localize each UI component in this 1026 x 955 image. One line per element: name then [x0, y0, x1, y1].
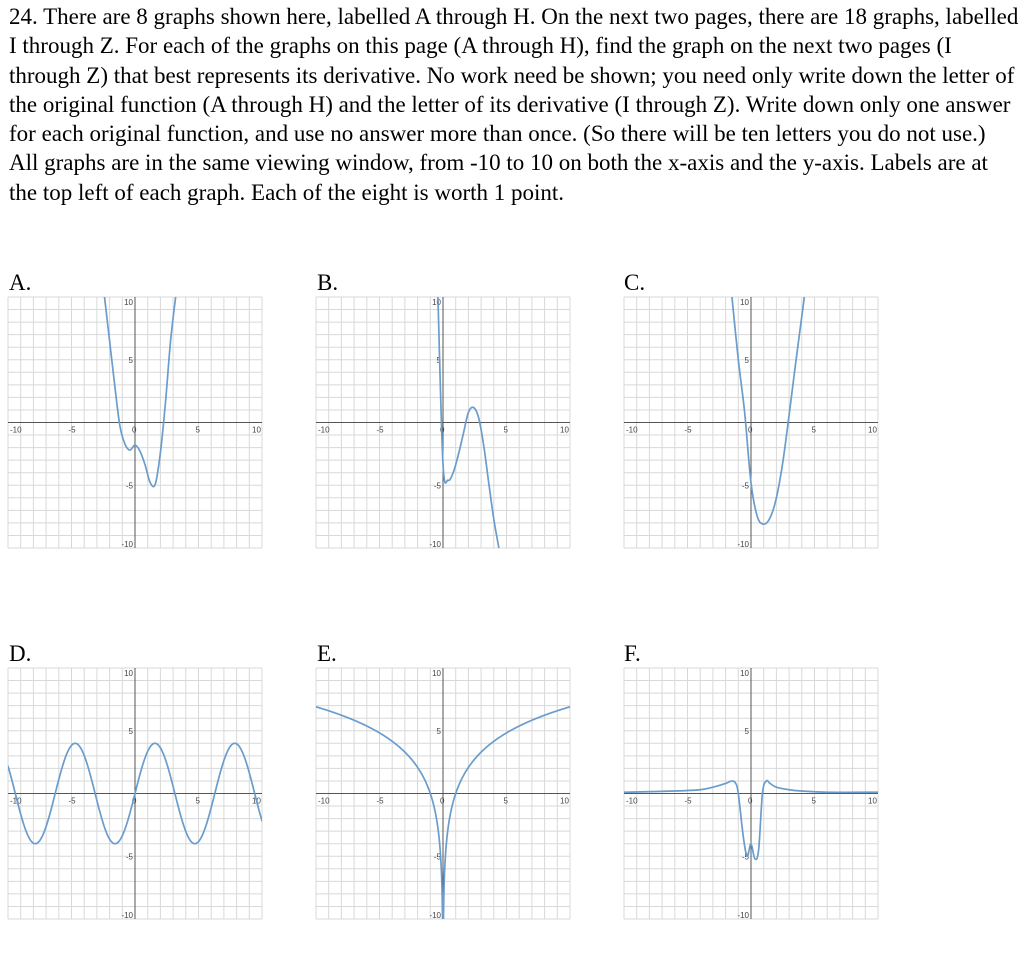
- y-tick-label: 10: [740, 298, 749, 307]
- y-tick-label: 10: [124, 298, 133, 307]
- x-tick-label: 5: [503, 425, 508, 435]
- graph-d-label: D.: [9, 641, 32, 666]
- y-tick-label: 5: [128, 355, 133, 365]
- x-tick-label: -10: [318, 796, 330, 806]
- x-tick-label: -10: [626, 425, 638, 435]
- x-tick-label: 0: [748, 796, 753, 806]
- y-tick-label: 5: [436, 355, 441, 365]
- x-tick-label: -5: [684, 796, 692, 806]
- y-tick-label: -10: [429, 540, 441, 549]
- x-tick-label: 5: [195, 796, 200, 806]
- y-tick-label: 10: [432, 298, 441, 307]
- x-tick-label: -10: [318, 425, 330, 435]
- x-tick-label: 0: [748, 425, 753, 435]
- y-tick-label: -5: [125, 852, 133, 862]
- y-tick-label: 5: [436, 726, 441, 736]
- x-tick-label: 5: [811, 796, 816, 806]
- x-tick-label: -5: [68, 796, 76, 806]
- x-tick-label: -10: [10, 796, 22, 806]
- y-tick-label: -10: [429, 911, 441, 920]
- y-tick-label: -10: [737, 911, 749, 920]
- x-tick-label: 5: [811, 425, 816, 435]
- y-tick-label: -5: [433, 852, 441, 862]
- y-tick-label: -5: [125, 481, 133, 491]
- y-tick-label: -5: [741, 852, 749, 862]
- graph-e-label: E.: [317, 641, 337, 666]
- y-tick-label: 5: [744, 355, 749, 365]
- x-tick-label: 10: [560, 425, 569, 435]
- y-tick-label: -10: [121, 911, 133, 920]
- graph-a: [8, 297, 262, 548]
- y-tick-label: -5: [433, 481, 441, 491]
- x-tick-label: 10: [868, 425, 877, 435]
- x-tick-label: -5: [376, 425, 384, 435]
- graph-f-label: F.: [624, 641, 641, 666]
- x-tick-label: 10: [252, 425, 261, 435]
- x-tick-label: 5: [195, 425, 200, 435]
- y-tick-label: 10: [124, 669, 133, 678]
- graph-d: [8, 668, 262, 919]
- y-tick-label: -5: [741, 481, 749, 491]
- graph-a-curve: [105, 297, 176, 487]
- y-tick-label: -10: [737, 540, 749, 549]
- x-tick-label: 0: [132, 425, 137, 435]
- graph-e: [316, 668, 570, 919]
- x-tick-label: -10: [10, 425, 22, 435]
- x-tick-label: 10: [560, 796, 569, 806]
- x-tick-label: -5: [684, 425, 692, 435]
- x-tick-label: 0: [132, 796, 137, 806]
- graph-b: [316, 297, 570, 548]
- y-tick-label: 10: [432, 669, 441, 678]
- y-tick-label: 5: [128, 726, 133, 736]
- x-tick-label: 10: [868, 796, 877, 806]
- x-tick-label: -5: [68, 425, 76, 435]
- x-tick-label: 10: [252, 796, 261, 806]
- graph-c: [624, 297, 878, 548]
- x-tick-label: 0: [440, 796, 445, 806]
- y-tick-label: 5: [744, 726, 749, 736]
- graph-f: [624, 668, 878, 919]
- y-tick-label: 10: [740, 669, 749, 678]
- question-text: 24. There are 8 graphs shown here, labelled A through H. On the next two pages, there are 18 graphs, labelled I through Z. For each of the graphs on this page (A through H), find the graph on the next two pages (I through Z) that best represents its derivative. No work need be shown; you need only write down the letter of the original function (A through H) and the letter of its derivative (I through Z). Write down only one answer for each original function, and use no answer more than once. (So there will be ten letters you do not use.) All graphs are in the same viewing window, from -10 to 10 on both the x-axis and the y-axis. Labels are at the top left of each graph. Each of the eight is worth 1 point.: [9, 4, 1019, 205]
- x-tick-label: 0: [440, 425, 445, 435]
- x-tick-label: -10: [626, 796, 638, 806]
- x-tick-label: 5: [503, 796, 508, 806]
- y-tick-label: -10: [121, 540, 133, 549]
- graph-a-label: A.: [9, 270, 32, 295]
- graph-c-label: C.: [624, 270, 646, 295]
- x-tick-label: -5: [376, 796, 384, 806]
- graph-b-label: B.: [317, 270, 339, 295]
